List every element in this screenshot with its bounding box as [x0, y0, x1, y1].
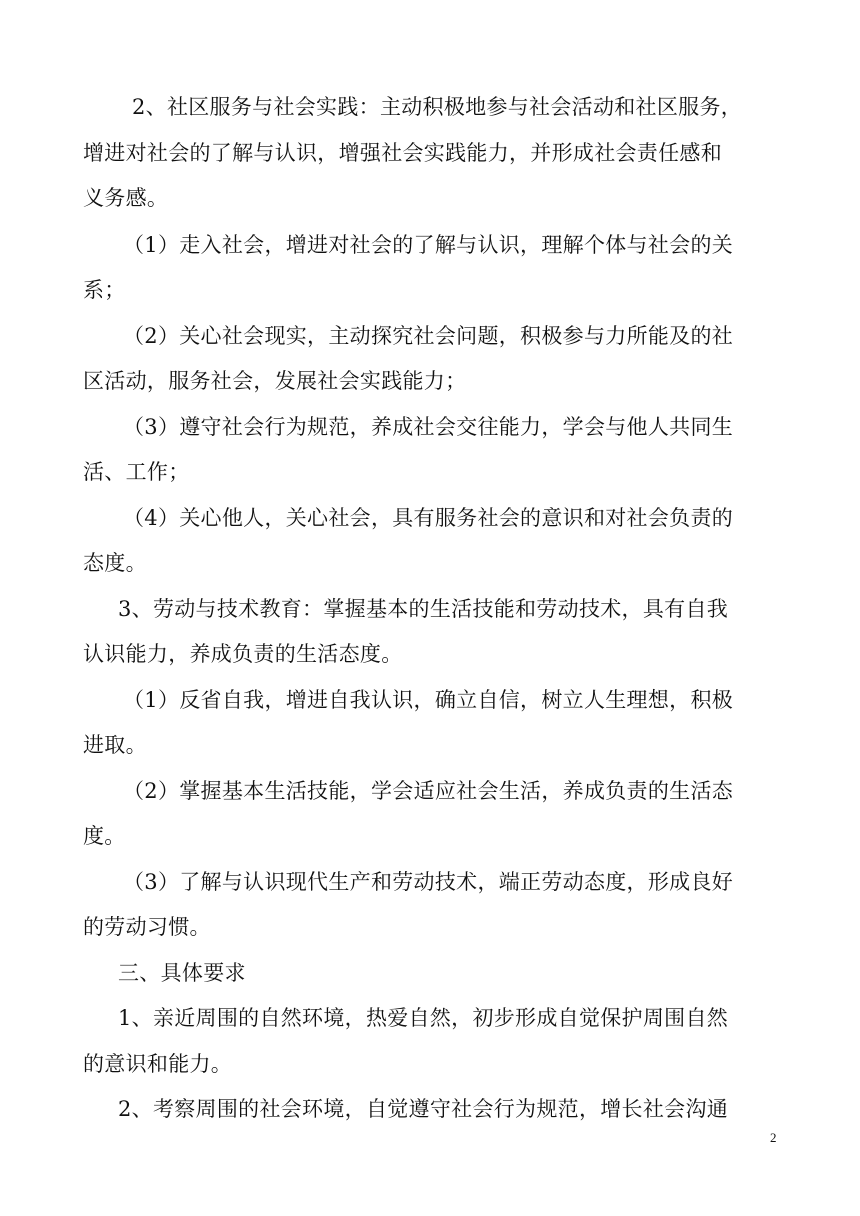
page-number: 2 — [770, 1130, 777, 1145]
paragraph-line: 进取。 — [83, 733, 147, 757]
paragraph-line: 2、社区服务与社会实践：主动积极地参与社会活动和社区服务， — [132, 95, 743, 119]
paragraph-line: （3）了解与认识现代生产和劳动技术，端正劳动态度，形成良好 — [123, 870, 734, 894]
paragraph-line: 义务感。 — [83, 186, 169, 210]
paragraph-line: （4）关心他人，关心社会，具有服务社会的意识和对社会负责的 — [123, 506, 734, 530]
paragraph-line: 增进对社会的了解与认识，增强社会实践能力，并形成社会责任感和 — [83, 141, 722, 165]
paragraph-line: 3、劳动与技术教育：掌握基本的生活技能和劳动技术，具有自我 — [118, 597, 729, 621]
paragraph-line: 的意识和能力。 — [83, 1052, 233, 1076]
paragraph-line: （2）关心社会现实，主动探究社会问题，积极参与力所能及的社 — [123, 324, 734, 348]
paragraph-line: 2、考察周围的社会环境，自觉遵守社会行为规范，增长社会沟通 — [118, 1097, 729, 1121]
paragraph-line: 的劳动习惯。 — [83, 915, 211, 939]
paragraph-line: 活、工作； — [83, 460, 190, 484]
section-heading: 三、具体要求 — [118, 961, 246, 985]
paragraph-line: 区活动，服务社会，发展社会实践能力； — [83, 369, 467, 393]
paragraph-line: 系； — [83, 278, 126, 302]
paragraph-line: 态度。 — [83, 551, 147, 575]
paragraph-line: （3）遵守社会行为规范，养成社会交往能力，学会与他人共同生 — [123, 415, 734, 439]
paragraph-line: 度。 — [83, 824, 126, 848]
paragraph-line: （1）反省自我，增进自我认识，确立自信，树立人生理想，积极 — [123, 688, 734, 712]
paragraph-line: 1、亲近周围的自然环境，热爱自然，初步形成自觉保护周围自然 — [118, 1006, 729, 1030]
paragraph-line: （1）走入社会，增进对社会的了解与认识，理解个体与社会的关 — [123, 233, 734, 257]
paragraph-line: 认识能力，养成负责的生活态度。 — [83, 642, 403, 666]
paragraph-line: （2）掌握基本生活技能，学会适应社会生活，养成负责的生活态 — [123, 779, 734, 803]
